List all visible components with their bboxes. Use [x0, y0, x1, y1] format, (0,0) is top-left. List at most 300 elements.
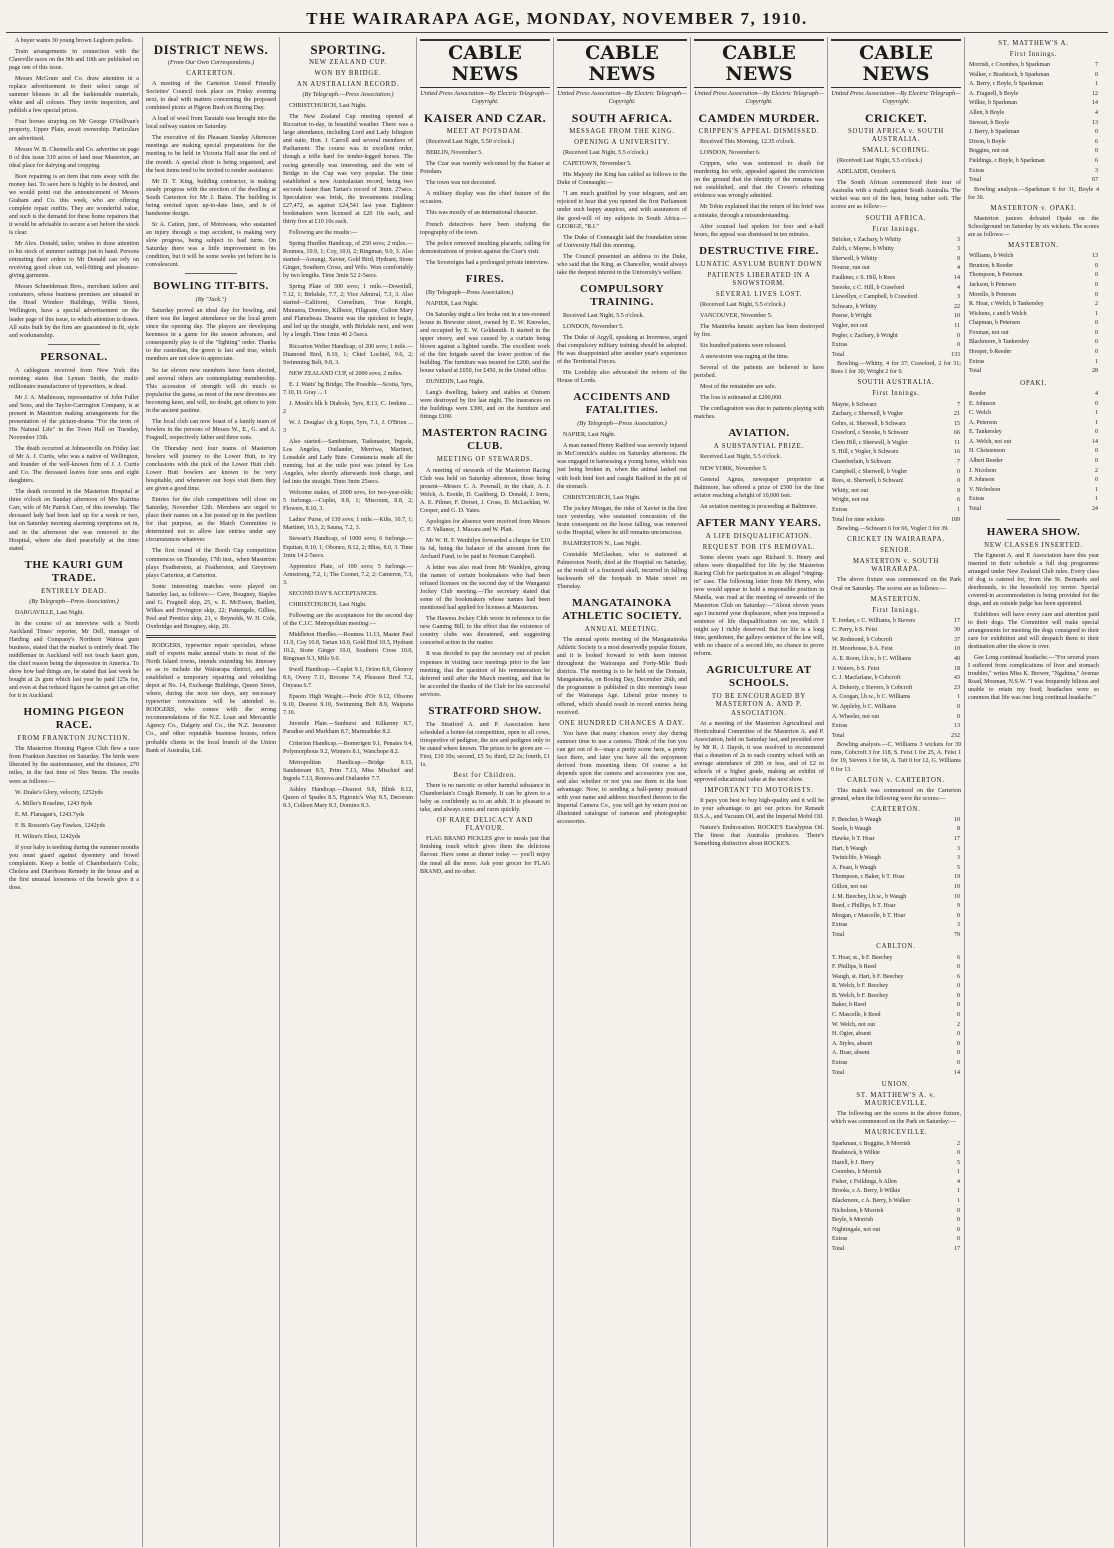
paragraph: Criterion Handicap.—Bomerigen 9.1, Penates 9.4, Polymorphous 9.2, Winners 8.1, Wanchope 8.2. [283, 740, 413, 755]
bowling-byline: (By "Jack.") [195, 296, 227, 304]
score-row [831, 1030, 961, 1040]
batsman: C. Mascelle, b Reed [832, 1012, 881, 1019]
paragraph: The Egmont A. and P. Association have this year inserted in their schedule a full dog programme arranged under New Zealand Club rules. Every class of dog is catered for, from the St. Bernards and deerhounds, to the household toy terrier. Special covered-in accommodation is being provided for the dogs, and an outside judge has been appointed. [968, 552, 1099, 607]
runs: 4 [957, 284, 960, 291]
paragraph: Boot repairing is an item that runs away with the money fast. To save here is highly to be desired, and we would point out the announcement of Messrs Graham and Co. this week, who are offering complete repair outfits. They are wonderful value, and such is the demand for these home repairers that it would be advisable to secure a set before the stock is clear. [9, 173, 139, 237]
mangatainoka-section [557, 636, 687, 716]
score-row [968, 157, 1099, 167]
runs: 1 [1095, 81, 1098, 88]
paragraph: A. Miller's Roseline, 1243 8yds [15, 800, 93, 807]
score-row [831, 264, 961, 274]
runs: 7 [957, 459, 960, 466]
paragraph: The conflagration was due to patients playing with matches. [694, 406, 824, 421]
chances-heading: ONE HUNDRED CHANCES A DAY. [559, 719, 685, 727]
fires-section [420, 289, 550, 422]
batsman: Coombes, b Morrish [832, 1169, 882, 1176]
batsman: Total [969, 177, 982, 184]
south-africa-section [557, 149, 687, 277]
paragraph: NAPIER, Last Night. [563, 432, 616, 439]
paragraph: After counsel had spoken for four and a-half hours, the appeal was dismissed in ten minutes. [694, 223, 824, 238]
runs: 17 [954, 617, 960, 624]
batsman: H. Christenson [969, 448, 1005, 455]
runs: 6 [957, 954, 960, 961]
runs: 2 [957, 1140, 960, 1147]
compulsory-training-section [557, 312, 687, 385]
paragraph: Four horses straying on Mr George O'Sullivan's property, Upper Plain, await ownership. Particulars are advertised. [9, 119, 139, 142]
paragraph: E. M. Flanagan's, 1243.7yds [15, 811, 85, 818]
score-row [831, 674, 961, 684]
flag-brand-heading: OF RARE DELICACY AND FLAVOUR. [436, 817, 534, 833]
batsman: J. Berry, b Sparkman [969, 129, 1020, 136]
bowling-analysis: Bowling analysis.—Sparkman 6 for 31, Boyle 4 for 30. [968, 186, 1099, 201]
score-row [831, 992, 961, 1002]
runs: 10 [954, 646, 960, 653]
batsman: H. Ogier, absent [832, 1031, 872, 1038]
innings-label: First Innings. [872, 225, 920, 233]
column-5 [554, 37, 691, 1547]
batsman: Twiniclife, b Waugh [832, 855, 881, 862]
scorecard-south-africa [831, 236, 961, 361]
batsman: Albert Reeder [969, 458, 1003, 465]
paragraph: LONDON, November 6. [700, 150, 761, 157]
runs: 0 [1095, 281, 1098, 288]
score-row [831, 963, 961, 973]
batsman: Rees, st. Sherwell, b Schwarz [832, 478, 904, 485]
innings-label: First Innings. [1009, 51, 1058, 59]
paragraph: The Stratford A. and P. Association have scheduled a hotter-fat competition, open to all cows, irrespective of pedigree, the sire and pedigree only to be stated where known. The prizes to be given are —First, £10 10s; second, £5 5s; third, £2 2s; fourth, £1 1s. [420, 721, 550, 768]
kauri-heading: THE KAURI GUM TRADE. [24, 558, 124, 584]
runs: 13 [1092, 253, 1098, 260]
match-heading: CARLTON v. CARTERTON. [847, 776, 945, 784]
score-row [968, 367, 1099, 377]
batsman: J. Waters, b S. Feist [832, 665, 880, 672]
score-row [831, 245, 961, 255]
runs: 6 [1095, 158, 1098, 165]
stratford-section [420, 721, 550, 769]
score-row [831, 1197, 961, 1207]
score-row [831, 420, 961, 430]
disqualification-subheading: A LIFE DISQUALIFICATION. [705, 532, 813, 540]
batsman: Faulkner, c S. Hill, b Rees [832, 274, 896, 281]
paragraph: Epsom High Weight.—Perle d'Or 9.12, Obsono 9.10, Dearest 9.10, Swimming Belt 8.9, Waipuna 7.10. [283, 694, 413, 717]
paragraph: ADELAIDE, October 6. [837, 169, 897, 176]
runs: 0 [957, 332, 960, 339]
paragraph: (By Telegraph—Press Association.) [426, 289, 514, 296]
score-row [831, 954, 961, 964]
runs: 0 [1095, 458, 1098, 465]
score-row [968, 338, 1099, 348]
cable-news-heading: CABLE NEWS [420, 39, 550, 88]
runs: 17 [954, 1246, 960, 1253]
score-row [968, 310, 1099, 320]
cable-news-assoc: United Press Association—By Electric Telegraph—Copyright. [831, 90, 961, 106]
runs: 0 [957, 478, 960, 485]
paragraph: A military display was the chief feature of the occasion. [420, 191, 550, 206]
runs: 0 [957, 1050, 960, 1057]
runs: 5 [957, 864, 960, 871]
batsman: Nourse, run out [832, 265, 870, 272]
union-label: UNION. [881, 1081, 911, 1089]
paragraph: Juvenile Plate.—Sunburst and Kilkenny 8.7, Paradise and Markham 8.7, Marmaduke 8.2. [283, 721, 413, 736]
paragraph: The local club can now boast of a family team of bowlers in the persons of Messrs W., E., G. and A. Fragnell, respectively father and three sons. [146, 418, 276, 441]
runs: 66 [954, 430, 960, 437]
score-row [831, 684, 961, 694]
score-row [831, 1207, 961, 1217]
masterton-team: MASTERTON. [870, 595, 922, 603]
paragraph: E. J. Watts' bg Bridge, The Possible—Scotia, 5yrs, 7.10, D. Gray ... 1 [283, 381, 413, 396]
score-row [831, 626, 961, 636]
batsman: Vogler, not out [832, 322, 868, 329]
score-row [968, 447, 1099, 457]
district-news-sub: (From Our Own Correspondents.) [167, 59, 255, 66]
paragraph: Mr Alex. Donald, tailor, wishes to draw attention to his stock of summer suitings just to hand. Persons entrusting their orders to Mr Donald can rely on receiving good clean cut, well-fitting and pleasure-giving garments. [9, 241, 139, 280]
paragraph: Some eleven years ago Richard S. Henry and others were disqualified for life by the Masterton Racing Club for participation in an alleged "ringing-in" case. The following letter from Mr Henry, who now would appear to hold a responsible position in Manila, was read at the meeting of stewards of the Masterton Club on Saturday:—"About eleven years ago I incurred your displeasure, when you imposed a sentence of life disqualification on me, which I might say I richly deserved. But for life is a long time, gentlemen, the galleys sentence of the law will, with no chance of a second life, no chance to prove reform. [694, 554, 824, 658]
runs: 1 [1095, 419, 1098, 426]
kaiser-heading: KAISER AND CZAR. [423, 111, 547, 126]
carlton-team: CARLTON. [876, 943, 916, 951]
masthead [6, 6, 1108, 33]
score-row [831, 516, 961, 526]
paragraph: This was mostly of an international character. [426, 210, 538, 217]
paragraph: Mr J. A. Mathieson, representative of John Fuller and Sons, and the Taylor-Carrington Company, is at present in Masterton making arrangements for the presentation of the picture-drama "For the term of His Natural Life" in the Town Hall on Tuesday, November 15th. [9, 394, 139, 442]
innings-label: First Innings. [872, 606, 920, 614]
paragraph: H. Wilton's Elect, 1242yds [15, 833, 81, 840]
runs: 0 [957, 912, 960, 919]
paragraph: PALMERSTON N., Last Night. [563, 540, 641, 547]
runs: 4 [1095, 110, 1098, 117]
potsdam-subheading: MEET AT POTSDAM. [446, 128, 524, 136]
batsman: R. Welch, b F. Beechey [832, 983, 889, 990]
camera-advert: You have that many chances every day during summer time to use a camera. Think of the fun you can get out of it—snap a pretty scene here, a pretty face there, and later you have all the enjoyment derived from mounting them. Of course a lot depends upon the camera and accessories you use, and also whether or not you use them to the best advantage. Now, to sending a half-penny postcard with your name and address inscribed thereon to the Imperial Camera Co., you will get by return post an illustrated catalogue of cameras and photographic accessories. [557, 730, 687, 826]
cricket-wairarapa: CRICKET IN WAIRARAPA. [847, 536, 945, 544]
score-row [968, 147, 1099, 157]
match-heading: ST. MATTHEW'S A. v. MAURICEVILLE. [856, 1092, 936, 1108]
paragraph: Following are the acceptances for the second day of the C.J.C. Metropolitan meeting:— [283, 612, 413, 627]
cable-news-assoc: United Press Association—By Electric Telegraph—Copyright. [557, 90, 687, 106]
paragraph: A buyer wants 30 young brown Leghorn pullets. [15, 38, 134, 44]
bowling-heading: BOWLING TIT-BITS. [153, 280, 269, 293]
score-row [968, 400, 1099, 410]
sporting-section [283, 102, 413, 810]
score-row [831, 1149, 961, 1159]
score-row [968, 390, 1099, 400]
score-row [968, 119, 1099, 129]
score-row [831, 893, 961, 903]
batsman: Total [969, 368, 982, 375]
column-3 [280, 37, 417, 1547]
runs: 12 [1092, 90, 1098, 97]
compulsory-training-heading: COMPULSORY TRAINING. [579, 282, 665, 308]
score-row [831, 468, 961, 478]
runs: 1 [957, 1169, 960, 1176]
runs: 3 [957, 246, 960, 253]
paragraph: The loss is estimated at £200,000. [700, 395, 783, 402]
stratford-heading: STRATFORD SHOW. [428, 704, 542, 717]
won-by-bridge: WON BY BRIDGE. [314, 70, 382, 78]
paragraph: Received Last Night, 5.5 o'clock. [700, 454, 782, 461]
runs: 0 [1095, 339, 1098, 346]
score-row [831, 322, 961, 332]
runs: 3 [1095, 167, 1098, 174]
runs: 0 [1095, 262, 1098, 269]
destructive-fire-section [694, 301, 824, 422]
paragraph: Exhibitors will have every care and attention paid to their dogs. The Committee will make special arrangements for meeting the dogs consigned to their care for exhibition and will despatch them to their destination after the show is over. [968, 612, 1099, 651]
personal-heading: PERSONAL. [40, 350, 108, 363]
score-row [968, 467, 1099, 477]
paragraph: A load of wool from Taratahi was brought into the local railway station on Saturday. [146, 116, 276, 131]
score-row [831, 401, 961, 411]
paragraph: On Thursday next four teams of Masterton bowlers will journey to the Lower Hutt, to try conclusions with the pick of the Lower Hutt club. Lower Hutt bowlers are known to be very hospitable, and whenever our boys visit them they are given a good time. [146, 445, 276, 493]
bowling-analysis: Bowling.—Schwarz 6 for 66, Vogler 3 for 39. [837, 526, 949, 533]
paragraph: A snowstorm was raging at the time. [700, 354, 790, 361]
batsman: Extras [969, 358, 985, 365]
batsman: Searle, b Waugh [832, 826, 872, 833]
batsman: E. Tankersley [969, 429, 1002, 436]
batsman: S. Hill, c Vogler, b Schwarz [832, 449, 899, 456]
runs: 13 [1092, 119, 1098, 126]
paragraph: Mr Tobin explained that the return of his brief was a mistake, through a misunderstanding. [694, 204, 824, 219]
motorists-advert: It pays you best to buy high-quality and it will be to your advantage to get our prices for Renault D.S.A., and Vacuum Oil, and the Imperial Mobil Oil. [694, 798, 824, 821]
score-row [831, 617, 961, 627]
score-row [968, 167, 1099, 177]
batsman: A. E. Roon, l.b.w., b C. Williams [832, 656, 912, 663]
column-7 [828, 37, 965, 1547]
score-row [968, 252, 1099, 262]
motorists-heading: IMPORTANT TO MOTORISTS. [704, 786, 814, 794]
kaiser-section [420, 138, 550, 267]
batsman: Campbell, c Sherwell, b Vogler [832, 468, 908, 475]
batsman: C. J. Macfarlane, b Cobcroft [832, 675, 901, 682]
score-row [831, 274, 961, 284]
score-row [968, 281, 1099, 291]
batsman: A. Fragnell, b Boyle [969, 90, 1019, 97]
paragraph: The town was not decorated. [426, 180, 497, 187]
asylum-subheading: LUNATIC ASYLUM BURNT DOWN [695, 260, 823, 268]
batsman: A. Wheeler, not out [832, 713, 880, 720]
runs: 0 [1095, 291, 1098, 298]
batsman: Reeder [969, 390, 986, 397]
paragraph: The Council presented an address to the Duke, who said that the King, as Chancellor, would always take the deepest interest in the University's welfare. [557, 253, 687, 276]
paragraph: His Majesty the King has cabled as follows to the Duke of Connaught:— [557, 172, 687, 187]
batsman: Walker, c Bradstock, b Sparkman [969, 71, 1050, 78]
paragraph: Messrs McGruer and Co. draw attention in a replace advertisement to their select range of summer blouses in all the fashionable materials, white and all colours. They invite inspection, and publish a few special prices. [9, 76, 139, 115]
score-row [831, 835, 961, 845]
batsman: F. Phillips, b Reed [832, 964, 877, 971]
runs: 22 [954, 303, 960, 310]
scorecard-south-australia [831, 401, 961, 526]
paragraph: Ladies' Purse, of 130 sovs; 1 mile.—Kilts, 10.7, 1; Martinet, 10.3, 2; Sauna, 7.2, 3. [283, 517, 413, 532]
paragraph: Messrs Schneideman Bros., merchant tailors and costumers, whose business premises are situated in the Head Windsor Buildings, Willis Street, Wellington, have a special advertisement on the leader page of this issue, to which attention is drawn. All suits built by the firm are guaranteed in fit, style and workmanship. [9, 284, 139, 339]
paragraph: A letter was also read from Mr Wanklyn, giving the names of certain bookmakers who had been refused licenses on the second day of the Wanganui Jockey Club meeting.—The secretary stated that some of the bookmakers whose names had been mentioned had applied for licenses at Masterton. [420, 565, 550, 612]
paragraph: CHRISTCHURCH, Last Night. [563, 494, 641, 501]
score-row [831, 1159, 961, 1169]
rodgers-advert: RODGERS, typewriter repair specialist, whose staff of experts make annual visits to most of the North Island towns, intends extending his itinerary so as to include the Wairarapa district, and has established a temporary repairing and rebuilding depot at No. 14, Exchange Buildings, Queen Street, where, during the next ten days, any necessary typewriter renovations will be attended to. RODGERS, who comes with the strong recommendations of the N.Z. Loan and Mercantile Agency Co., Dalgety and Co., the N.Z. Insurance Co., and other reputable business houses, refers probable clients to the local branch of the Union Bank of Australia, Ltd. [146, 642, 276, 754]
runs: 1 [1095, 410, 1098, 417]
score-row [831, 332, 961, 342]
runs: 0 [1095, 272, 1098, 279]
paragraph: W. Drake's Glory, velocity, 1252yds [15, 789, 103, 796]
score-row [831, 410, 961, 420]
batsman: Wright, not out [832, 497, 869, 504]
scorecard-carterton [831, 816, 961, 941]
batsman: Chamberlain, b Schwarz [832, 459, 892, 466]
runs: 0 [957, 1040, 960, 1047]
paragraph: W. J. Douglas' ch g Kopu, 5yrs, 7.1, J. O'Brien ... 3 [283, 419, 413, 434]
cable-news-heading: CABLE NEWS [831, 39, 961, 88]
batsman: Waugh, st. Hart, b F. Beechey [832, 973, 904, 980]
paragraph: Received Last Night, 5.5 o'clock. [563, 312, 645, 319]
runs: 37 [954, 636, 960, 643]
batsman: C. Welch [969, 410, 992, 417]
runs: 7 [957, 401, 960, 408]
batsman: T. Jordan, c C. Williams, b Sievers [832, 617, 916, 624]
score-row [968, 138, 1099, 148]
local-notes [9, 37, 139, 340]
score-row [831, 825, 961, 835]
batsman: Hart, b Waugh [832, 845, 867, 852]
paragraph: CAPETOWN, November 5. [563, 161, 632, 168]
agriculture-heading: AGRICULTURE AT SCHOOLS. [706, 664, 812, 690]
runs: 0 [1095, 349, 1098, 356]
runs: 16 [954, 449, 960, 456]
bowling-analysis: Bowling.—Whitty, 4 for 37; Crawford, 2 for 31; Rees 1 for 30; Wright 2 for 0. [831, 361, 961, 376]
score-row [831, 713, 961, 723]
score-row [968, 438, 1099, 448]
innings-label: First Innings. [872, 390, 920, 398]
paragraph: The executive of the Pleasant Sunday Afternoon meetings are making special preparations for the meeting to be held in Victoria Hall near the end of the month. A special choir is being organised, and the best items tend to be invited to render assistance. [146, 135, 276, 174]
batsman: Schwarz, b Whitty [832, 303, 877, 310]
runs: 10 [954, 313, 960, 320]
flag-brand-advert: FLAG BRAND PICKLES give to meals just that finishing touch which gives them the delicious flavour. Have some at dinner today — you'll enjoy the meal all the more. Ask your grocer for FLAG BRAND, and no other. [420, 836, 550, 875]
score-row [968, 109, 1099, 119]
message-from-king: MESSAGE FROM THE KING. [569, 128, 675, 136]
batsman: W. Welch, not out [832, 1021, 876, 1028]
runs: 6 [957, 497, 960, 504]
batsman: Total [832, 931, 845, 938]
batsman: T. Hoar, st., b F. Beechey [832, 954, 893, 961]
runs: 0 [957, 704, 960, 710]
scorecard-st-matthews [968, 61, 1099, 186]
score-row [831, 722, 961, 732]
paragraph: The death occurred in the Masterton Hospital at three o'clock on Sunday afternoon of Mrs Katrina Carr, wife of Mr Patrick Carr, of this township. The deceased lady had been laid up for a week or two, but on Saturday morning alarming symptoms set in, and in the afternoon she was removed to the Hospital, where she died peacefully at the time stated. [9, 489, 139, 552]
batsman: Zulch, c Mayne, b Whitty [832, 246, 894, 253]
score-row [968, 176, 1099, 186]
score-row [831, 341, 961, 351]
runs: 13 [954, 723, 960, 730]
score-row [831, 284, 961, 294]
batsman: Bradstock, b Wilkie [832, 1150, 880, 1157]
batsman: Reed, c Phillips, b T. Hoar [832, 903, 896, 910]
sporting-byline: (By Telegraph.—Press Association.) [302, 91, 394, 99]
paragraph: The jockey Morgan, the rider of Xavier in the first race yesterday, who sustained concussion of the brain consequent on the horse falling, was removed to the Hospital, where he still remains unconscious. [557, 505, 687, 536]
district-news-heading: DISTRICT NEWS. [153, 42, 269, 57]
score-row [968, 409, 1099, 419]
score-row [831, 931, 961, 941]
score-row [831, 1226, 961, 1236]
score-row [831, 255, 961, 265]
batsman: Jackson, b Petersen [969, 281, 1016, 288]
runs: 0 [1095, 320, 1098, 327]
score-row [831, 1178, 961, 1188]
batsman: B. Welch, b F. Beechey [832, 992, 889, 999]
batsman: Chapman, b Petersen [969, 320, 1020, 327]
runs: 9 [957, 903, 960, 910]
score-row [831, 732, 961, 742]
column-6 [691, 37, 828, 1547]
runs: 0 [957, 1012, 960, 1019]
paragraph: Irwell Handicap.—Cuplet 9.1, Orion 8.9, Glenroy 8.6, Overy 7.11, Broome 7.4, Pleasure Bred 7.2, Onyaua 6.7. [283, 667, 413, 690]
score-row [831, 636, 961, 646]
batsman: Llewellyn, c Campbell, b Crawford [832, 294, 918, 301]
batsman: Gehrs, st. Sherwell, b Schwarz [832, 420, 906, 427]
patients-subheading: PATIENTS LIBERATED IN A SNOWSTORM. [707, 271, 811, 287]
best-for-children: Best for Children. [453, 772, 517, 780]
runs: 9 [957, 255, 960, 262]
batsman: Snooke, c C. Hill, b Crawford [832, 284, 904, 291]
runs: 0 [957, 992, 960, 999]
score-row [831, 496, 961, 506]
paragraph: French detectives have been studying the topography of the town. [420, 221, 550, 236]
runs: 2 [1095, 467, 1098, 474]
paragraph: Welcome stakes, of 2000 sovs, for two-year-olds; 5 furlongs.—Cuplet, 8.8, 1; Miscount, 8.8, 2; Flowers, 8.10, 3. [283, 490, 413, 513]
scorecard-mauriceville [831, 1140, 961, 1255]
runs: 0 [1095, 129, 1098, 136]
score-row [831, 1187, 961, 1197]
masterton-team: MASTERTON. [1008, 242, 1059, 250]
paragraph: The Duke of Connaught laid the foundation stone of University Hall this morning. [557, 234, 687, 249]
batsman: Dixon, b Boyle [969, 138, 1006, 145]
batsman: Boyle, b Morrish [832, 1217, 874, 1224]
scorecard-carlton [831, 954, 961, 1079]
paragraph: DUNEDIN, Last Night. [426, 379, 485, 386]
column-8 [965, 37, 1102, 1547]
accidents-byline: (By Telegraph—Press Association.) [577, 420, 667, 428]
paragraph: Lang's dwelling, bakery and stables at Outram were destroyed by fire last night. The insurances on the buildings were £300, and on the furniture and fittings £100. [420, 390, 550, 421]
score-row [831, 458, 961, 468]
paragraph: "I am much gratified by your telegram, and am rejoiced to hear that you opened the first Parliament under such happy auspices, and with assurances of the good-will of my subjects in South Africa.—GEORGE, "R.I." [557, 191, 687, 230]
runs: 0 [957, 964, 960, 971]
paragraph: Received This Morning, 12.35 o'clock. [700, 139, 795, 146]
camden-section [694, 138, 824, 239]
batsman: Hazell, b J. Berry [832, 1159, 875, 1166]
hawera-show-heading: HAWERA SHOW. [986, 525, 1081, 538]
runs: 0 [1095, 429, 1098, 436]
carterton-heading: CARTERTON. [186, 70, 236, 78]
runs: 0 [957, 1150, 960, 1157]
score-row [831, 655, 961, 665]
batsman: E. Johnson [969, 400, 996, 407]
sporting-heading: SPORTING. [310, 42, 386, 57]
match-intro: The following are the scores in the above fixture, which was commenced on the Park on Saturday:— [831, 1111, 961, 1126]
fires-heading: FIRES. [465, 272, 505, 285]
runs: 11 [954, 439, 960, 446]
hawera-show-section [968, 552, 1099, 652]
score-row [968, 329, 1099, 339]
columns [6, 37, 1108, 1547]
racing-club-section [420, 467, 550, 699]
batsman: Hooper, b Reeder [969, 349, 1012, 356]
batsman: A. Welch, not out [969, 438, 1012, 445]
batsman: Extras [832, 922, 848, 929]
batsman: Extras [832, 342, 848, 349]
column-4 [417, 37, 554, 1547]
runs: 0 [957, 1236, 960, 1243]
pigeon-section [9, 745, 139, 892]
score-row [968, 348, 1099, 358]
score-row [831, 816, 961, 826]
runs: 7 [1095, 62, 1098, 69]
paragraph: At a meeting of the Masterton Agricultural and Horticultural Committee of the Masterton A. and P. Association, held on Saturday last, and presided over by Mr R. J. Daysh, it was resolved to recommend that a donation of 2s to each country school with an average attendance of 200 or less, and of £2 to schools of a higher grade, making an exhibit of approved educational value at the next show. [694, 720, 824, 783]
